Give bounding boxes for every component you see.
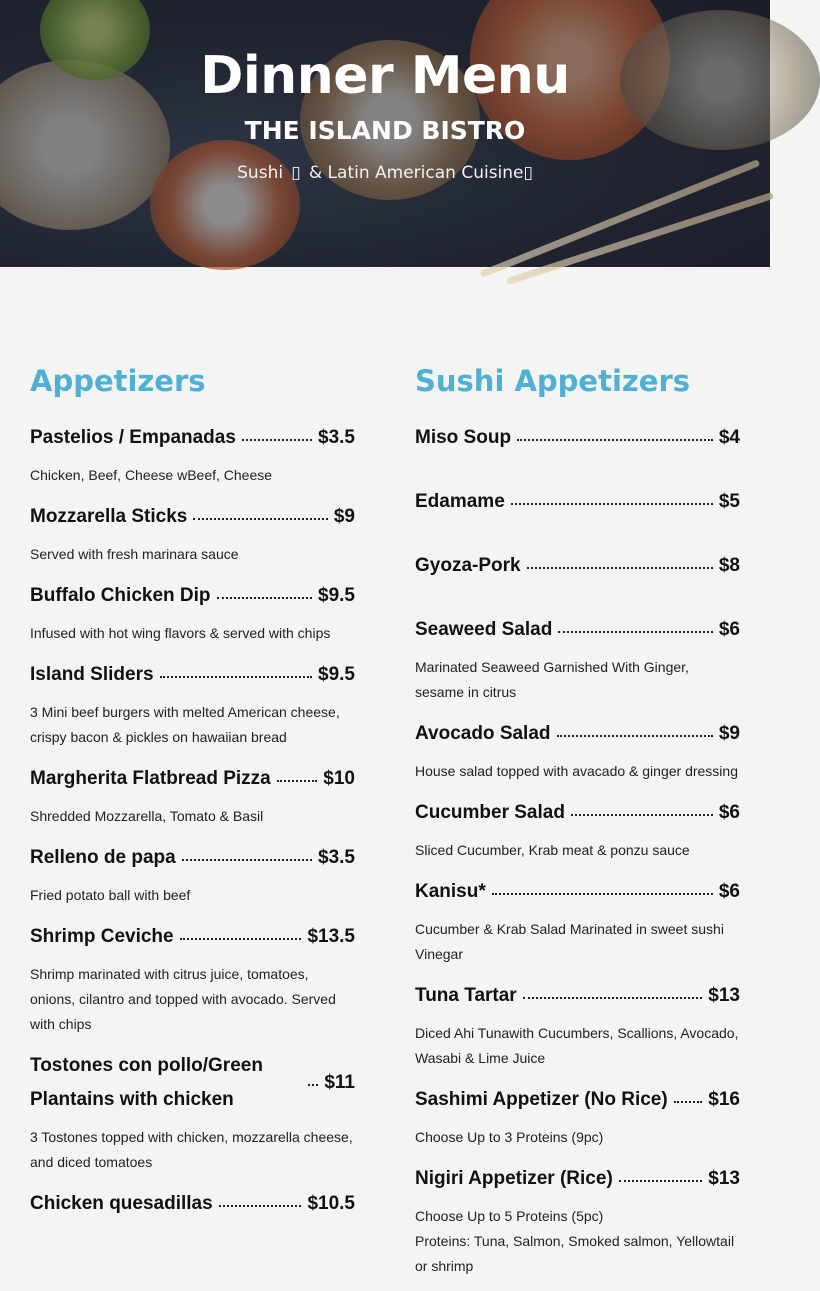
menu-item-name: Kanisu* [415, 881, 486, 902]
menu-item [415, 1162, 740, 1279]
menu-item-name: Miso Soup [415, 427, 512, 448]
menu-item-name: Relleno de papa [30, 847, 176, 868]
menu-item-name: Margherita Flatbread Pizza [30, 768, 271, 789]
dotted-leader [217, 597, 313, 599]
menu-item [415, 979, 740, 1071]
section-title: Appetizers [30, 364, 206, 398]
dotted-leader [517, 439, 713, 441]
menu-item-name: Buffalo Chicken Dip [30, 585, 211, 606]
menu-item-price: $10 [323, 768, 355, 789]
menu-item-name: Avocado Salad [415, 723, 551, 744]
menu-item-price: $13 [708, 1168, 740, 1189]
menu-item [30, 762, 355, 829]
dotted-leader [242, 439, 312, 441]
dotted-leader [527, 567, 713, 569]
menu-item-description: Served with fresh marinara sauce [30, 546, 239, 562]
dotted-leader [182, 859, 312, 861]
menu-item-price: $9 [333, 506, 355, 527]
menu-item-name: Chicken quesadillas [30, 1193, 213, 1214]
menu-item-price: $3.5 [318, 427, 355, 448]
menu-item-description: 3 Mini beef burgers with melted American cheese, crispy bacon & pickles on hawaiian bread [30, 704, 340, 745]
menu-item-name: Edamame [415, 491, 505, 512]
menu-item-name: Nigiri Appetizer (Rice) [415, 1168, 613, 1189]
menu-item-description: Shrimp marinated with citrus juice, tomatoes, onions, cilantro and topped with avocado. Served with chips [30, 966, 336, 1032]
menu-item-name: Pastelios / Empanadas [30, 427, 236, 448]
menu-item-price: $13.5 [307, 926, 355, 947]
menu-item-name: Cucumber Salad [415, 802, 565, 823]
dotted-leader [277, 780, 318, 782]
menu-item [415, 796, 740, 863]
menu-item-name: Mozzarella Sticks [30, 506, 188, 527]
menu-item-name: Tostones con pollo/Green Plantains with chicken [30, 1055, 263, 1110]
menu-item-price: $11 [324, 1072, 355, 1093]
menu-item-price: $6 [718, 802, 740, 823]
cuisine-tagline: Sushi ▯ & Latin American Cuisine▯ [237, 163, 533, 183]
menu-item-description: House salad topped with avacado & ginger dressing [415, 763, 738, 779]
menu-item [30, 841, 355, 908]
dotted-leader [180, 938, 302, 940]
dotted-leader [219, 1205, 302, 1207]
dotted-leader [619, 1180, 703, 1182]
dotted-leader [571, 814, 713, 816]
menu-item [415, 421, 740, 473]
menu-item [30, 920, 355, 1037]
menu-item [30, 500, 355, 567]
menu-item-description: Marinated Seaweed Garnished With Ginger, sesame in citrus [415, 659, 689, 700]
dotted-leader [557, 735, 713, 737]
menu-item [30, 1049, 355, 1175]
menu-item-price: $9 [718, 723, 740, 744]
menu-item-price: $13 [708, 985, 740, 1006]
menu-item-name: Sashimi Appetizer (No Rice) [415, 1089, 668, 1110]
menu-item-description: 3 Tostones topped with chicken, mozzarella cheese, and diced tomatoes [30, 1129, 353, 1170]
menu-item-price: $10.5 [307, 1193, 355, 1214]
menu-item-name: Gyoza-Pork [415, 555, 521, 576]
dotted-leader [558, 631, 713, 633]
dotted-leader [160, 676, 312, 678]
appetizers-column [30, 363, 355, 1251]
menu-item [30, 579, 355, 646]
menu-item [415, 549, 740, 601]
restaurant-name: THE ISLAND BISTRO [244, 116, 526, 145]
menu-item [415, 875, 740, 967]
dotted-leader [308, 1084, 318, 1086]
page-title: Dinner Menu [200, 46, 570, 106]
menu-item-price: $9.5 [318, 664, 355, 685]
dotted-leader [674, 1101, 703, 1103]
menu-item-description: Choose Up to 3 Proteins (9pc) [415, 1129, 604, 1145]
menu-item-name: Shrimp Ceviche [30, 926, 174, 947]
menu-item-description: Fried potato ball with beef [30, 887, 191, 903]
menu-item-description: Chicken, Beef, Cheese wBeef, Cheese [30, 467, 273, 483]
section-title: Sushi Appetizers [415, 364, 691, 398]
menu-item-price: $6 [718, 881, 740, 902]
sushi-appetizers-column [415, 363, 740, 1291]
menu-item-price: $8 [718, 555, 740, 576]
menu-item [30, 658, 355, 750]
menu-item-description: Infused with hot wing flavors & served with chips [30, 625, 331, 641]
menu-item-price: $5 [718, 491, 740, 512]
menu-item-price: $4 [718, 427, 740, 448]
dotted-leader [511, 503, 713, 505]
menu-item [415, 485, 740, 537]
hero-banner [0, 0, 770, 267]
menu-item-name: Tuna Tartar [415, 985, 517, 1006]
menu-item-description: Diced Ahi Tunawith Cucumbers, Scallions, Avocado, Wasabi & Lime Juice [415, 1025, 739, 1066]
dotted-leader [492, 893, 713, 895]
menu-item [415, 1083, 740, 1150]
menu-item [415, 613, 740, 705]
menu-item [30, 1187, 355, 1239]
menu-item [415, 717, 740, 784]
menu-item-description: Sliced Cucumber, Krab meat & ponzu sauce [415, 842, 690, 858]
menu-item-price: $3.5 [318, 847, 355, 868]
menu-item-description: Shredded Mozzarella, Tomato & Basil [30, 808, 264, 824]
menu-item-name: Island Sliders [30, 664, 154, 685]
dotted-leader [523, 997, 703, 999]
menu-item-description: Choose Up to 5 Proteins (5pc) Proteins: Tuna, Salmon, Smoked salmon, Yellowtail or shrimp [415, 1208, 735, 1274]
menu-item-price: $6 [718, 619, 740, 640]
menu-item-price: $16 [708, 1089, 740, 1110]
menu-item-price: $9.5 [318, 585, 355, 606]
menu-item-description: Cucumber & Krab Salad Marinated in sweet sushi Vinegar [415, 921, 724, 962]
menu-item [30, 421, 355, 488]
dotted-leader [193, 518, 328, 520]
menu-item-name: Seaweed Salad [415, 619, 553, 640]
